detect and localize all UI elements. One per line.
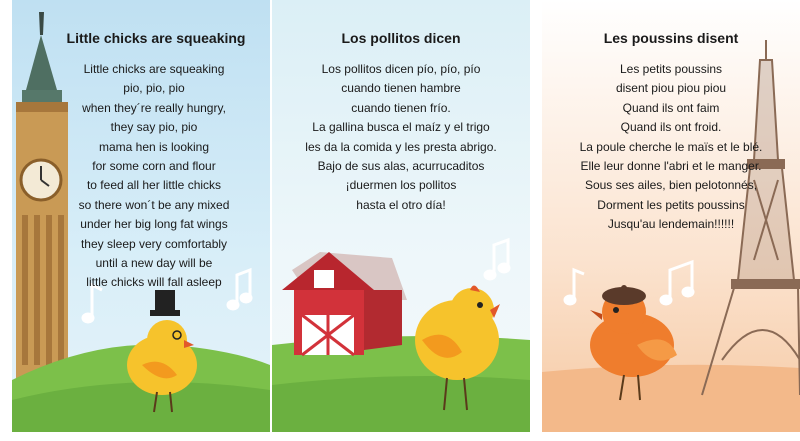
verse-line: cuando tienen frío. [351,100,451,115]
verse-line: Little chicks are squeaking [83,62,225,76]
verse-line: Jusqu'au lendemain!!!!!! [607,217,735,232]
verse-line: pio, pio, pio [123,81,185,96]
verse-line: Dorment les petits poussins [597,197,745,212]
verse-line: when they´re really hungry, [82,100,226,115]
verse-line: cuando tienen hambre [341,81,461,96]
verse-line: Bajo de sus alas, acurrucaditos [317,159,485,174]
verse-line: until a new day will be [95,256,213,271]
verse-line: to feed all her little chicks [86,178,222,193]
verse-line: they sleep very comfortably [80,236,228,251]
verse-line: Los pollitos dicen pío, pío, pío [321,62,481,76]
panel-english-verses [38,60,270,293]
verse-line: mama hen is looking [98,139,210,154]
panel-spanish [272,0,530,432]
verse-line: they say pio, pio [110,120,198,135]
panel-french-title: Les poussins disent [603,30,739,46]
panel-french-verses [542,60,800,235]
verse-line: La gallina busca el maíz y el trigo [312,120,490,135]
verse-line: les da la comida y les presta abrigo. [305,139,497,154]
verse-line: for some corn and flour [92,159,216,174]
verse-line: ¡duermen los pollitos [345,178,457,193]
verse-line: so there won´t be any mixed [78,197,230,212]
verse-line: disent piou piou piou [615,81,727,96]
verse-line: little chicks will fall asleep [86,275,222,290]
verse-line: Les petits poussins [619,62,723,76]
verse-line: Sous ses ailes, bien pelotonnés, [584,178,758,193]
red-barn-illustration [282,252,407,355]
ground [542,365,800,432]
verse-line: under her big long fat wings [80,217,228,232]
panel-spanish-title: Los pollitos dicen [341,30,461,46]
panel-english [12,0,270,432]
verse-line: Quand ils ont froid. [620,120,722,135]
verse-line: La poule cherche le maïs et le blé. [579,139,763,154]
verse-line: hasta el otro día! [356,197,446,212]
panel-spanish-verses [272,60,530,215]
panel-english-title: Little chicks are squeaking [66,30,246,46]
verse-line: Quand ils ont faim [622,100,720,115]
music-note-icon [485,240,509,279]
panel-french [542,0,800,432]
verse-line: Elle leur donne l'abri et le manger. [580,159,762,174]
